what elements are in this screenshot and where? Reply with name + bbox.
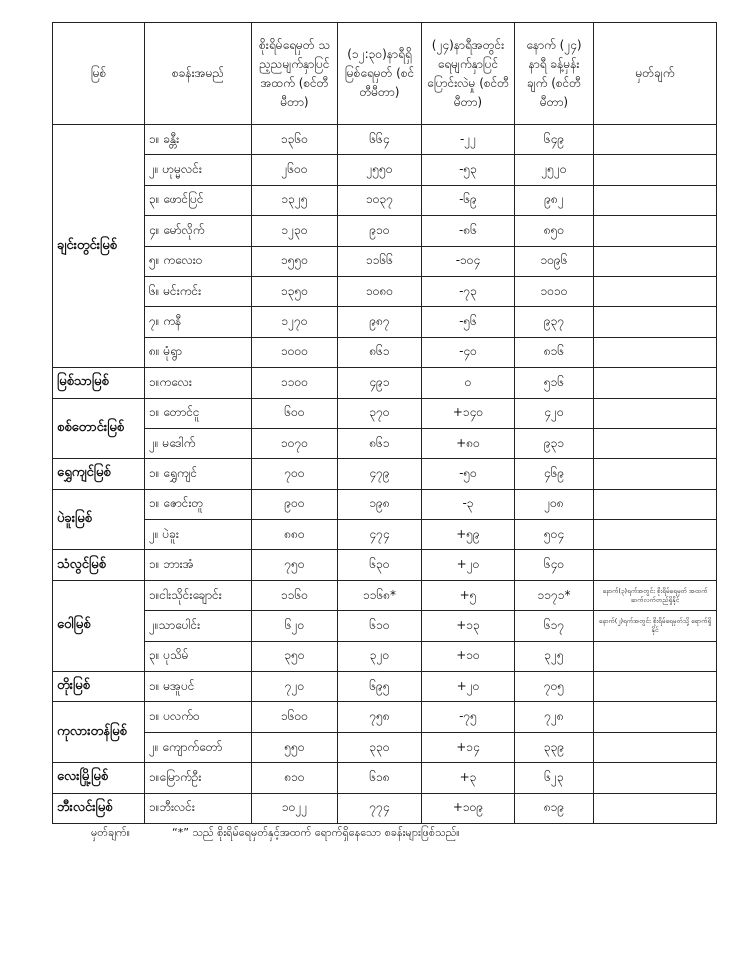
water-level-cell: ၆၉၅ [338,672,422,702]
water-level-cell: ၈၆၁ [338,337,422,367]
danger-level-cell: ၆၀၀ [252,398,338,428]
river-level-table [52,22,717,824]
station-name: ၁။ ခန္တီး [145,125,252,155]
table-row [53,185,717,215]
station-name: ၄။ မော်လိုက် [145,216,252,246]
forecast-cell: ၆၄၉ [515,125,594,155]
remark-cell [594,185,717,215]
header-change-24h: (၂၄)နာရီအတွင်း ရေမျက်နှာပြင် ပြောင်းလဲမှု (စင်တီမီတာ) [422,23,515,125]
table-row [53,246,717,276]
forecast-cell: ၃၃၉ [515,732,594,762]
remark-cell [594,550,717,580]
danger-level-cell: ၁၅၅၀ [252,246,338,276]
river-name: တိုးမြစ် [53,672,145,702]
footnote [91,826,502,842]
danger-level-cell: ၇၂၀ [252,672,338,702]
table-row [53,276,717,306]
station-name: ၁။ငါးသိုင်းချောင်း [145,580,252,610]
forecast-cell: ၁၀၉၆ [515,246,594,276]
danger-level-cell: ၁၃၆၀ [252,125,338,155]
remark-cell: နောက်(၃)ရက်အတွင်း စိုးရိမ်ရေမှတ် အထက် ဆက်လက်တည်ရှိနိုင် [594,580,717,610]
river-name: ချင်းတွင်းမြစ် [53,125,145,368]
table-row [53,428,717,458]
change-cell: +၃ [422,763,515,793]
river-name: သံလွင်မြစ် [53,550,145,580]
header-danger-level: စိုးရိမ်ရေမှတ် သည့ညမျက်နှာပြင် အထက် (စင်တီမီတာ) [252,23,338,125]
station-name: ၅။ ကလေးဝ [145,246,252,276]
change-cell: +၈၀ [422,428,515,458]
water-level-cell: ၁၉၈ [338,489,422,519]
water-level-cell: ၁၁၆၈* [338,580,422,610]
river-name: ကုလားတန်မြစ် [53,702,145,763]
station-name: ၁။မြောက်ဦး [145,763,252,793]
forecast-cell: ၁၀၁၀ [515,276,594,306]
footnote-label: မှတ်ချက်။ [91,826,131,839]
change-cell: -၆၉ [422,185,515,215]
forecast-cell: ၂၅၂၀ [515,155,594,185]
forecast-cell: ၇၀၅ [515,672,594,702]
remark-cell [594,793,717,823]
water-level-cell: ၆၃၀ [338,550,422,580]
change-cell: -၄၀ [422,337,515,367]
danger-level-cell: ၁၀၇၀ [252,428,338,458]
table-row [53,337,717,367]
table-row [53,702,717,732]
forecast-cell: ၈၁၉ [515,793,594,823]
table-row [53,611,717,641]
danger-level-cell: ၁၆၀၀ [252,702,338,732]
change-cell: +၂၀ [422,672,515,702]
remark-cell [594,732,717,762]
danger-level-cell: ၇၀၀ [252,459,338,489]
forecast-cell: ၂၀၈ [515,489,594,519]
water-level-cell: ၆၁၀ [338,611,422,641]
remark-cell [594,125,717,155]
river-name: ရွှေကျင်မြစ် [53,459,145,489]
forecast-cell: ၆၄၀ [515,550,594,580]
remark-cell [594,702,717,732]
change-cell: -၅၃ [422,155,515,185]
table-row [53,763,717,793]
remark-cell [594,489,717,519]
forecast-cell: ၉၃၁ [515,428,594,458]
danger-level-cell: ၁၀၂၂ [252,793,338,823]
river-name: ဘီးလင်းမြစ် [53,793,145,823]
water-level-cell: ၆၆၄ [338,125,422,155]
change-cell: +၅ [422,580,515,610]
table-row [53,307,717,337]
danger-level-cell: ၅၅၀ [252,732,338,762]
header-remarks: မှတ်ချက် [594,23,717,125]
remark-cell [594,398,717,428]
remark-cell [594,216,717,246]
header-row [53,23,717,125]
remark-cell [594,672,717,702]
station-name: ၂။ ပဲခူး [145,520,252,550]
change-cell: -၇၃ [422,276,515,306]
forecast-cell: ၆၂၃ [515,763,594,793]
station-name: ၁။ မအူပင် [145,672,252,702]
water-level-cell: ၄၇၉ [338,459,422,489]
table-row [53,520,717,550]
river-name: စစ်တောင်းမြစ် [53,398,145,459]
change-cell: -၁၀၄ [422,246,515,276]
change-cell: -၂၂ [422,125,515,155]
station-name: ၃။ ဖောင်ပြင် [145,185,252,215]
change-cell: +၁၀၉ [422,793,515,823]
water-level-cell: ၃၂၀ [338,641,422,671]
forecast-cell: ၈၁၆ [515,337,594,367]
table-row [53,398,717,428]
forecast-cell: ၄၆၉ [515,459,594,489]
header-river: မြစ် [53,23,145,125]
station-name: ၁။ဘီးလင်း [145,793,252,823]
forecast-cell: ၈၅၀ [515,216,594,246]
forecast-cell: ၁၁၇၁* [515,580,594,610]
table-row [53,489,717,519]
change-cell: +၁၄ [422,732,515,762]
danger-level-cell: ၇၅၀ [252,550,338,580]
change-cell: ၀ [422,368,515,398]
station-name: ၂။သာပေါင်း [145,611,252,641]
station-name: ၇။ ကနီ [145,307,252,337]
change-cell: +၂၀ [422,550,515,580]
station-name: ၃။ ပုသိမ် [145,641,252,671]
header-water-level: (၁၂:၃၀)နာရီရှိ မြစ်ရေမှတ် (စင်တီမီတာ) [338,23,422,125]
forecast-cell: ၅၀၄ [515,520,594,550]
station-name: ၁။ တောင်ငူ [145,398,252,428]
danger-level-cell: ၁၂၇၀ [252,307,338,337]
water-level-cell: ၇၇၄ [338,793,422,823]
forecast-cell: ၄၂၀ [515,398,594,428]
table-row [53,155,717,185]
table-row [53,732,717,762]
remark-cell [594,246,717,276]
table-row [53,368,717,398]
forecast-cell: ၉၃၇ [515,307,594,337]
change-cell: -၅၆ [422,307,515,337]
danger-level-cell: ၉၀၀ [252,489,338,519]
footnote-text: “*” သည် စိုးရိမ်ရေမှတ်နှင့်အထက် ရောက်ရှိနေသော စခန်းများဖြစ်သည်။ [172,826,460,839]
change-cell: -၇၅ [422,702,515,732]
water-level-cell: ၁၁၆၆ [338,246,422,276]
remark-cell [594,520,717,550]
station-name: ၁။ ပလက်ဝ [145,702,252,732]
danger-level-cell: ၈၁၀ [252,763,338,793]
change-cell: +၅၉ [422,520,515,550]
station-name: ၁။ ရွှေကျင် [145,459,252,489]
station-name: ၁။ ဘားအံ [145,550,252,580]
change-cell: -၈၆ [422,216,515,246]
change-cell: +၁၃ [422,611,515,641]
table-row [53,459,717,489]
change-cell: +၁၀ [422,641,515,671]
forecast-cell: ၇၂၈ [515,702,594,732]
station-name: ၂။ ကျောက်တော် [145,732,252,762]
remark-cell: နောက်(၂)ရက်အတွင်း စိုးရိမ်ရေမှတ်သို့ ရောက်ရှိနိုင် [594,611,717,641]
remark-cell [594,307,717,337]
table-row [53,550,717,580]
river-name: ပဲခူးမြစ် [53,489,145,550]
header-forecast: နောက် (၂၄) နာရီ ခန့်မှန်းချက် (စင်တီမီတာ) [515,23,594,125]
danger-level-cell: ၁၁၀၀ [252,368,338,398]
forecast-cell: ၅၁၆ [515,368,594,398]
water-level-cell: ၉၈၇ [338,307,422,337]
remark-cell [594,276,717,306]
header-station: စခန်းအမည် [145,23,252,125]
table-row [53,125,717,155]
danger-level-cell: ၁၀၀၀ [252,337,338,367]
table-row [53,793,717,823]
station-name: ၂။ မဒေါက် [145,428,252,458]
water-level-cell: ၁၀၃၇ [338,185,422,215]
remark-cell [594,763,717,793]
water-level-cell: ၃၃၀ [338,732,422,762]
station-name: ၈။ မုံရွာ [145,337,252,367]
table-row [53,580,717,610]
forecast-cell: ၆၁၇ [515,611,594,641]
remark-cell [594,337,717,367]
danger-level-cell: ၈၈၀ [252,520,338,550]
river-name: ဝေါမြစ် [53,580,145,671]
water-level-cell: ၇၅၈ [338,702,422,732]
forecast-cell: ၉၈၂ [515,185,594,215]
water-level-cell: ၁၀၈၀ [338,276,422,306]
table-row [53,216,717,246]
water-level-cell: ၃၇၀ [338,398,422,428]
water-level-cell: ၂၅၅၀ [338,155,422,185]
change-cell: -၅၀ [422,459,515,489]
station-name: ၁။ကလေး [145,368,252,398]
station-name: ၂။ ဟုမ္မလင်း [145,155,252,185]
remark-cell [594,459,717,489]
station-name: ၁။ ဇောင်းတူ [145,489,252,519]
danger-level-cell: ၁၃၅၀ [252,276,338,306]
river-name: လေးမြို့မြစ် [53,763,145,793]
change-cell: +၁၄၀ [422,398,515,428]
remark-cell [594,155,717,185]
water-level-cell: ၆၁၈ [338,763,422,793]
station-name: ၆။ မင်းကင်း [145,276,252,306]
danger-level-cell: ၁၂၃၀ [252,216,338,246]
danger-level-cell: ၆၂၀ [252,611,338,641]
danger-level-cell: ၂၆၀၀ [252,155,338,185]
remark-cell [594,368,717,398]
danger-level-cell: ၃၅၀ [252,641,338,671]
river-name: မြစ်သာမြစ် [53,368,145,398]
table-row [53,672,717,702]
water-level-cell: ၄၉၁ [338,368,422,398]
danger-level-cell: ၁၃၂၅ [252,185,338,215]
water-level-cell: ၄၇၄ [338,520,422,550]
remark-cell [594,641,717,671]
forecast-cell: ၃၂၅ [515,641,594,671]
water-level-cell: ၈၆၁ [338,428,422,458]
change-cell: -၃ [422,489,515,519]
danger-level-cell: ၁၁၆၀ [252,580,338,610]
remark-cell [594,428,717,458]
table-body [53,125,717,824]
water-level-cell: ၉၁၀ [338,216,422,246]
table-row [53,641,717,671]
